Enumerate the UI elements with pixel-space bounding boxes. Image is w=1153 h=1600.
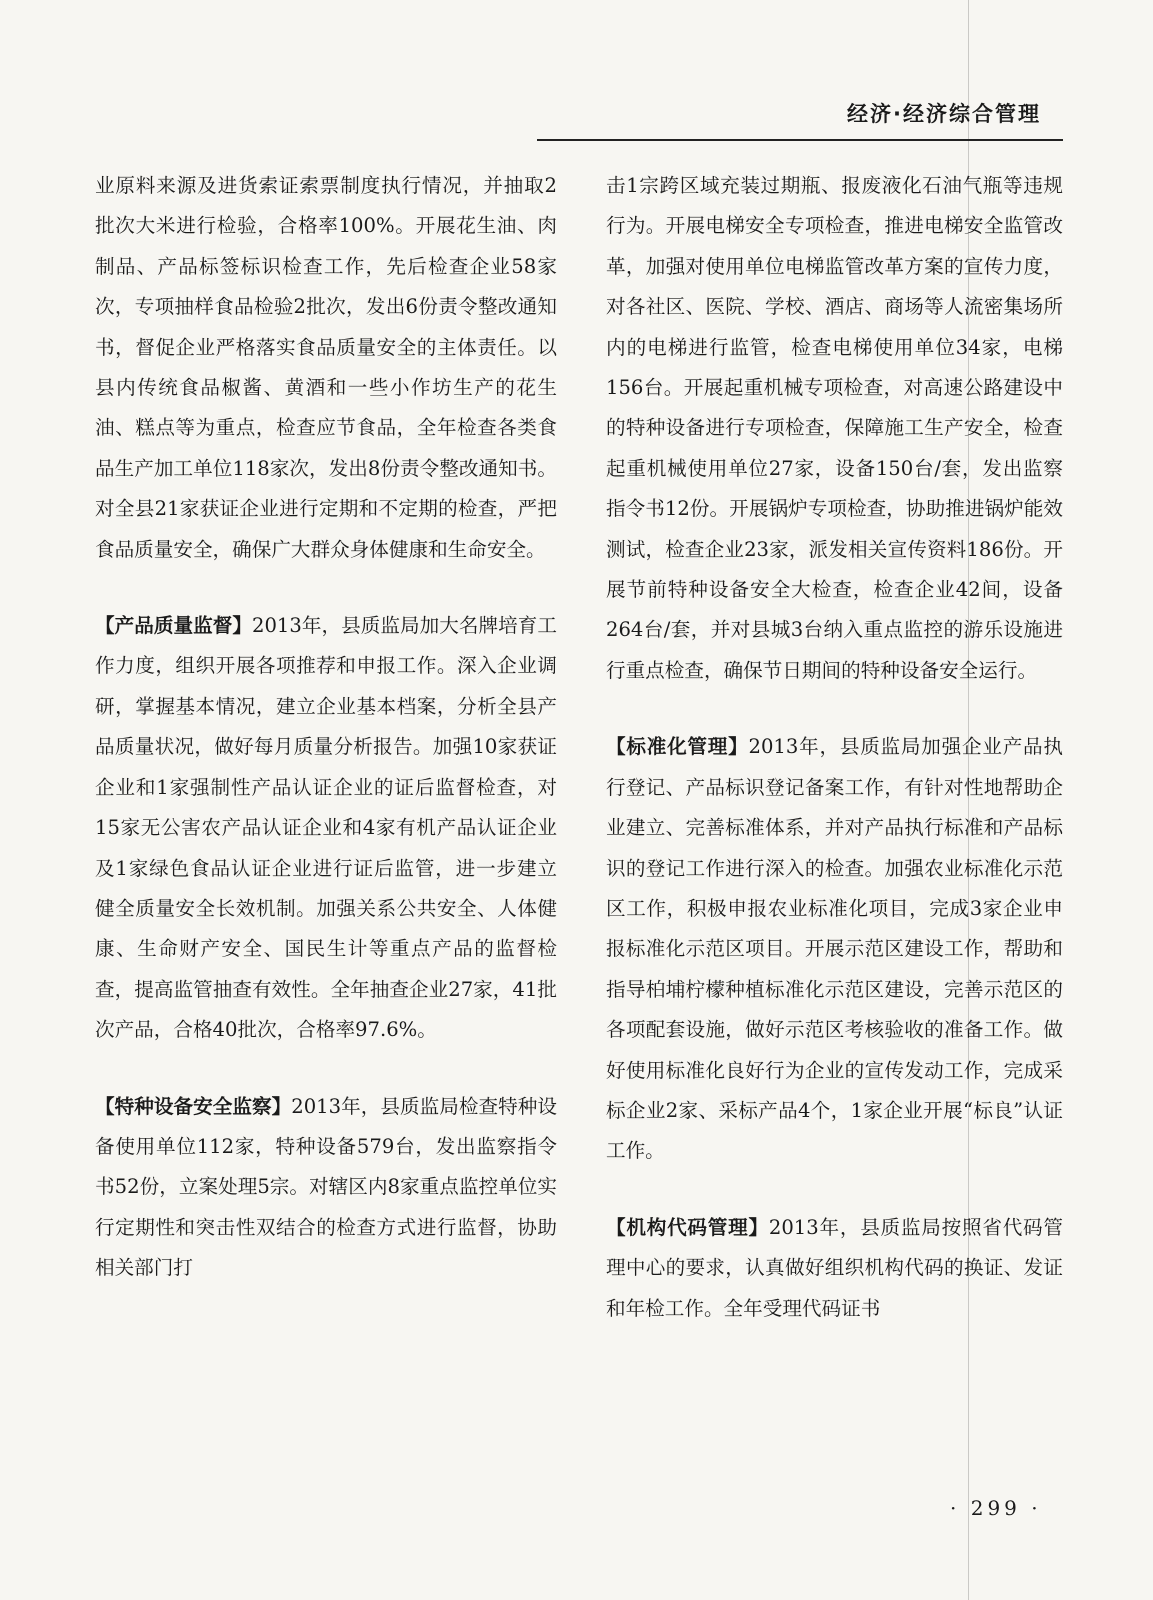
section-heading: 【特种设备安全监察】 bbox=[95, 1094, 292, 1118]
section-heading: 【标准化管理】 bbox=[606, 735, 749, 759]
left-column bbox=[95, 166, 557, 1289]
header-rule bbox=[537, 139, 1063, 141]
section-text: 2013年，县质监局加强企业产品执行登记、产品标识登记备案工作，有针对性地帮助企业建立、完善标准体系，并对产品执行标准和产品标识的登记工作进行深入的检查。加强农业标准化示范区工作，积极申报农业标准化项目，完成3家企业申报标准化示范区项目。开展示范区建设工作，帮助和指导柏埔柠檬种植标准化示范区建设，完善示范区的各项配套设施，做好示范区考核验收的准备工作。做好使用标准化良好行为企业的宣传发动工作，完成采标企业2家、采标产品4个，1家企业开展“标良”认证工作。 bbox=[606, 735, 1063, 1163]
continued-paragraph: 业原料来源及进货索证索票制度执行情况，并抽取2批次大米进行检验，合格率100%。开展花生油、肉制品、产品标签标识检查工作，先后检查企业58家次，专项抽样食品检验2批次，发出6份责令整改通知书，督促企业严格落实食品质量安全的主体责任。以县内传统食品椒酱、黄酒和一些小作坊生产的花生油、糕点等为重点，检查应节食品，全年检查各类食品生产加工单位118家次，发出8份责令整改通知书。对全县21家获证企业进行定期和不定期的检查，严把食品质量安全，确保广大群众身体健康和生命安全。 bbox=[95, 174, 557, 561]
section-text: 2013年，县质监局按照省代码管理中心的要求，认真做好组织机构代码的换证、发证和年检工作。全年受理代码证书 bbox=[606, 1215, 1063, 1320]
right-column bbox=[606, 166, 1063, 1329]
section-text: 2013年，县质监局加大名牌培育工作力度，组织开展各项推荐和申报工作。深入企业调研，掌握基本情况，建立企业基本档案，分析全县产品质量状况，做好每月质量分析报告。加强10家获证企业和1家强制性产品认证企业的证后监督检查，对15家无公害农产品认证企业和4家有机产品认证企业及1家绿色食品认证企业进行证后监管，进一步建立健全质量安全长效机制。加强关系公共安全、人体健康、生命财产安全、国民生计等重点产品的监督检查，提高监管抽查有效性。全年抽查企业27家，41批次产品，合格40批次，合格率97.6%。 bbox=[95, 614, 557, 1042]
continued-paragraph: 击1宗跨区域充装过期瓶、报废液化石油气瓶等违规行为。开展电梯安全专项检查，推进电梯安全监管改革，加强对使用单位电梯监管改革方案的宣传力度，对各社区、医院、学校、酒店、商场等人流密集场所内的电梯进行监管，检查电梯使用单位34家，电梯156台。开展起重机械专项检查，对高速公路建设中的特种设备进行专项检查，保障施工生产安全，检查起重机械使用单位27家，设备150台/套，发出监察指令书12份。开展锅炉专项检查，协助推进锅炉能效测试，检查企业23家，派发相关宣传资料186份。开展节前特种设备安全大检查，检查企业42间，设备264台/套，并对县城3台纳入重点监控的游乐设施进行重点检查，确保节日期间的特种设备安全运行。 bbox=[606, 174, 1063, 682]
section-heading: 【机构代码管理】 bbox=[606, 1215, 769, 1239]
section-standardization bbox=[606, 727, 1063, 1171]
section-heading: 【产品质量监督】 bbox=[95, 614, 252, 638]
section-special-equipment bbox=[95, 1087, 557, 1289]
section-product-quality bbox=[95, 606, 557, 1050]
section-text: 2013年，县质监局检查特种设备使用单位112家，特种设备579台，发出监察指令书52份，立案处理5宗。对辖区内8家重点监控单位实行定期性和突击性双结合的检查方式进行监督，协助相关部门打 bbox=[95, 1094, 557, 1280]
page-number: · 299 · bbox=[950, 1496, 1042, 1520]
running-header: 经济·经济综合管理 bbox=[847, 102, 1041, 126]
section-organization-code bbox=[606, 1208, 1063, 1329]
